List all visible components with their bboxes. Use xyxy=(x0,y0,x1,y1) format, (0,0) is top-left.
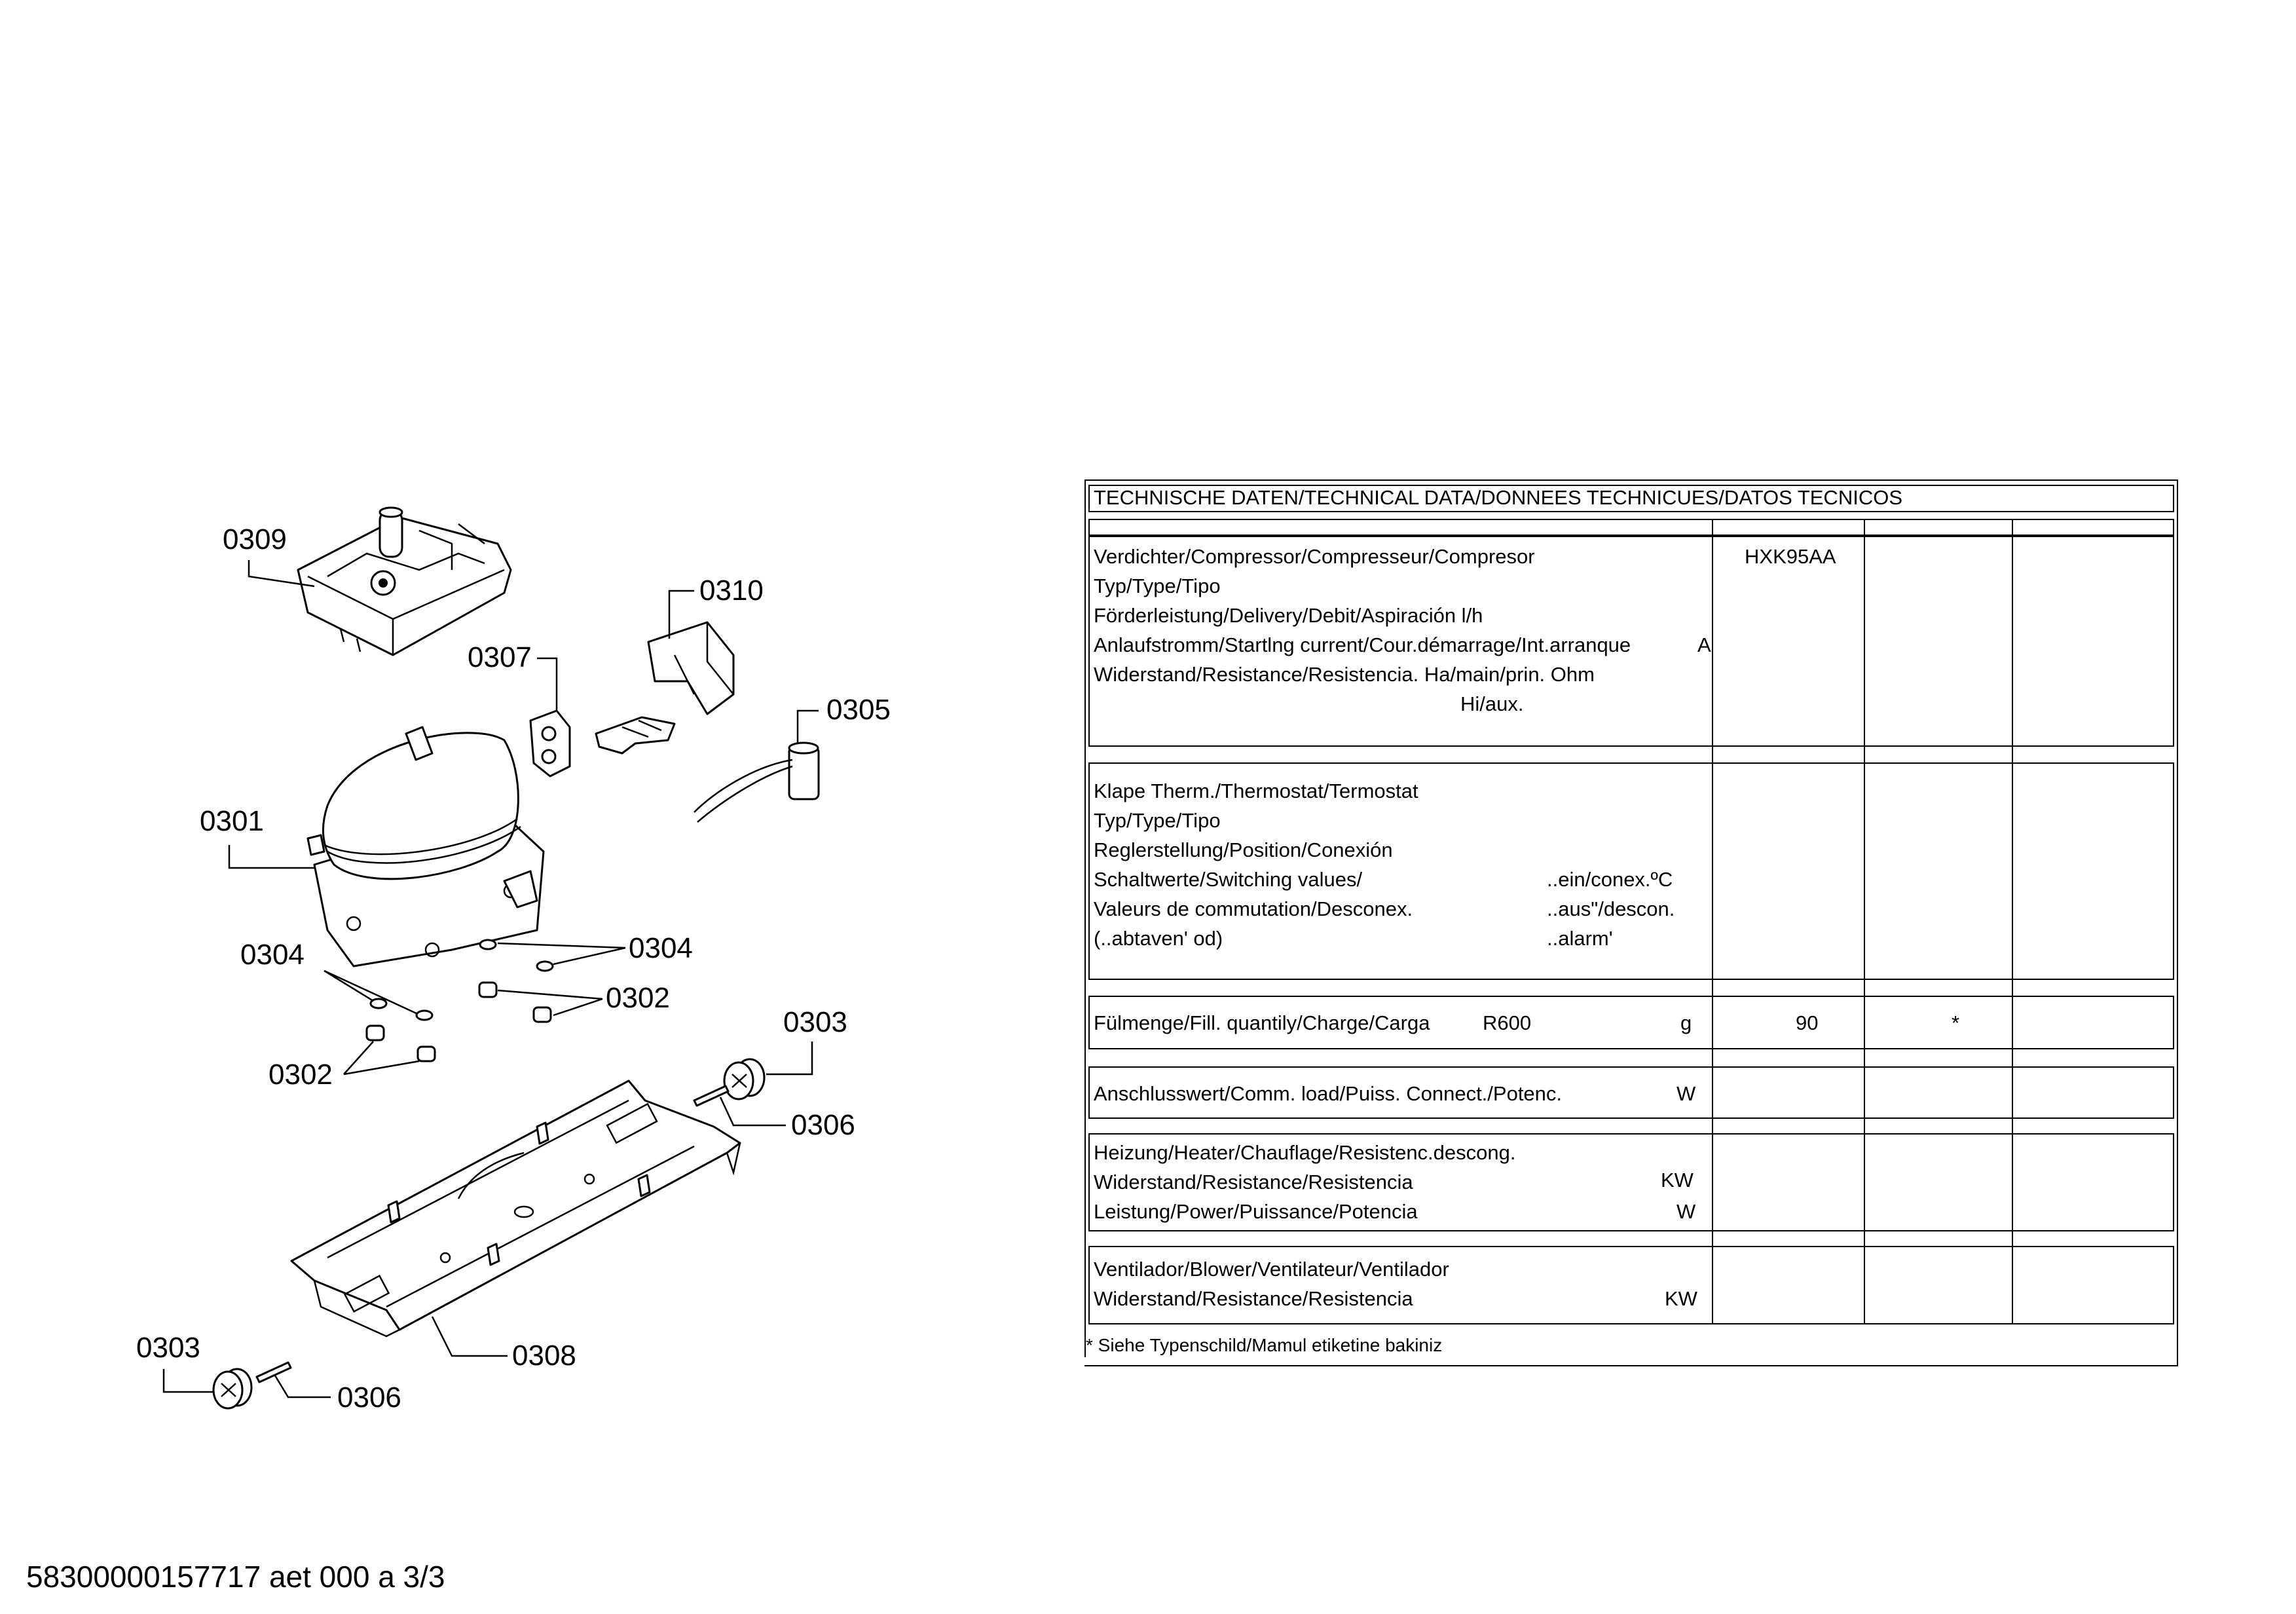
document-code: 58300000157717 aet 000 a 3/3 xyxy=(26,1560,445,1594)
table-title: TECHNISCHE DATEN/TECHNICAL DATA/DONNEES TECHNICUES/DATOS TECNICOS xyxy=(1094,486,1902,509)
fan-row-1: Ventilador/Blower/Ventilateur/Ventilador xyxy=(1094,1258,1449,1281)
leader-0303-lower xyxy=(164,1369,213,1392)
thermostat-row-3: Reglerstellung/Position/Conexión xyxy=(1094,838,1393,861)
callout-0309: 0309 xyxy=(223,523,287,555)
leader-0308 xyxy=(432,1317,508,1356)
part-0310-cover xyxy=(648,622,733,714)
thermostat-row-6: (..abtaven' od) xyxy=(1094,927,1223,950)
leader-0305 xyxy=(798,711,819,743)
fill-label: Fülmenge/Fill. quantily/Charge/Carga xyxy=(1094,1011,1430,1034)
part-0303-0306-upper xyxy=(694,1059,764,1106)
part-0308-base-plate xyxy=(291,1081,740,1336)
compressor-row-3: Förderleistung/Delivery/Debit/Aspiración l/h xyxy=(1094,604,1483,627)
fill-value: 90 xyxy=(1796,1011,1819,1034)
fill-mark: * xyxy=(1952,1011,1960,1034)
compressor-unit-a: A xyxy=(1697,633,1711,656)
thermostat-aus: ..aus"/descon. xyxy=(1547,897,1675,920)
technical-data-table xyxy=(1084,479,2178,1366)
part-0303-0306-lower xyxy=(213,1362,291,1408)
fill-unit: g xyxy=(1680,1011,1692,1034)
leader-0307 xyxy=(537,658,557,711)
callout-0304-right: 0304 xyxy=(629,932,693,964)
compressor-row-5: Widerstand/Resistance/Resistencia. Ha/main/prin. Ohm xyxy=(1094,663,1595,686)
heater-row-3: Leistung/Power/Puissance/Potencia xyxy=(1094,1200,1418,1223)
part-0301-compressor xyxy=(308,727,544,966)
heater-unit-kw: KW xyxy=(1661,1169,1694,1192)
leader-0306-upper xyxy=(720,1097,786,1125)
part-0307-relay xyxy=(530,711,675,776)
callout-0306-lower: 0306 xyxy=(337,1381,401,1414)
callout-0307: 0307 xyxy=(468,641,532,673)
heater-unit-w: W xyxy=(1676,1200,1696,1223)
callout-0301: 0301 xyxy=(200,805,264,837)
heater-row-1: Heizung/Heater/Chauflage/Resistenc.descong. xyxy=(1094,1141,1516,1164)
leader-0302-left xyxy=(344,1042,419,1074)
leader-0301 xyxy=(229,845,314,868)
fill-refrigerant: R600 xyxy=(1483,1011,1532,1034)
leader-0304-right xyxy=(498,943,625,964)
callout-0303-lower: 0303 xyxy=(136,1332,200,1364)
conn-unit: W xyxy=(1676,1082,1696,1105)
part-0309-cover xyxy=(298,508,511,655)
thermostat-row-2: Typ/Type/Tipo xyxy=(1094,809,1221,832)
callout-0303-upper: 0303 xyxy=(783,1006,847,1038)
compressor-row-1: Verdichter/Compressor/Compresseur/Compresor xyxy=(1094,545,1535,568)
compressor-model: HXK95AA xyxy=(1745,545,1836,568)
leader-0303-upper xyxy=(766,1042,812,1074)
heater-row-2: Widerstand/Resistance/Resistencia xyxy=(1094,1171,1413,1193)
conn-label: Anschlusswert/Comm. load/Puiss. Connect./Potenc. xyxy=(1094,1082,1563,1105)
table-footnote: * Siehe Typenschild/Mamul etiketine bakiniz xyxy=(1086,1335,1443,1355)
callout-0302-right: 0302 xyxy=(606,982,670,1014)
compressor-row-2: Typ/Type/Tipo xyxy=(1094,574,1221,597)
fan-row-2: Widerstand/Resistance/Resistencia xyxy=(1094,1287,1413,1310)
callout-0302-left: 0302 xyxy=(268,1059,333,1091)
callout-0310: 0310 xyxy=(699,574,764,607)
callout-0308: 0308 xyxy=(512,1340,576,1372)
thermostat-row-5: Valeurs de commutation/Desconex. xyxy=(1094,897,1413,920)
fan-unit-kw: KW xyxy=(1665,1287,1697,1310)
callout-0306-upper: 0306 xyxy=(791,1109,855,1141)
thermostat-ein: ..ein/conex.ºC xyxy=(1547,868,1673,891)
callout-0304-left: 0304 xyxy=(240,939,305,971)
leader-0304-left xyxy=(324,971,418,1014)
compressor-hiaux: Hi/aux. xyxy=(1460,692,1524,715)
thermostat-alarm: ..alarm' xyxy=(1547,927,1613,950)
leader-0306-lower xyxy=(275,1376,331,1397)
compressor-row-4: Anlaufstromm/Startlng current/Cour.démarrage/Int.arranque xyxy=(1094,633,1631,656)
thermostat-row-1: Klape Therm./Thermostat/Termostat xyxy=(1094,779,1418,802)
part-0305-capacitor xyxy=(694,743,819,822)
callout-0305: 0305 xyxy=(826,694,891,726)
thermostat-row-4: Schaltwerte/Switching values/ xyxy=(1094,868,1363,891)
